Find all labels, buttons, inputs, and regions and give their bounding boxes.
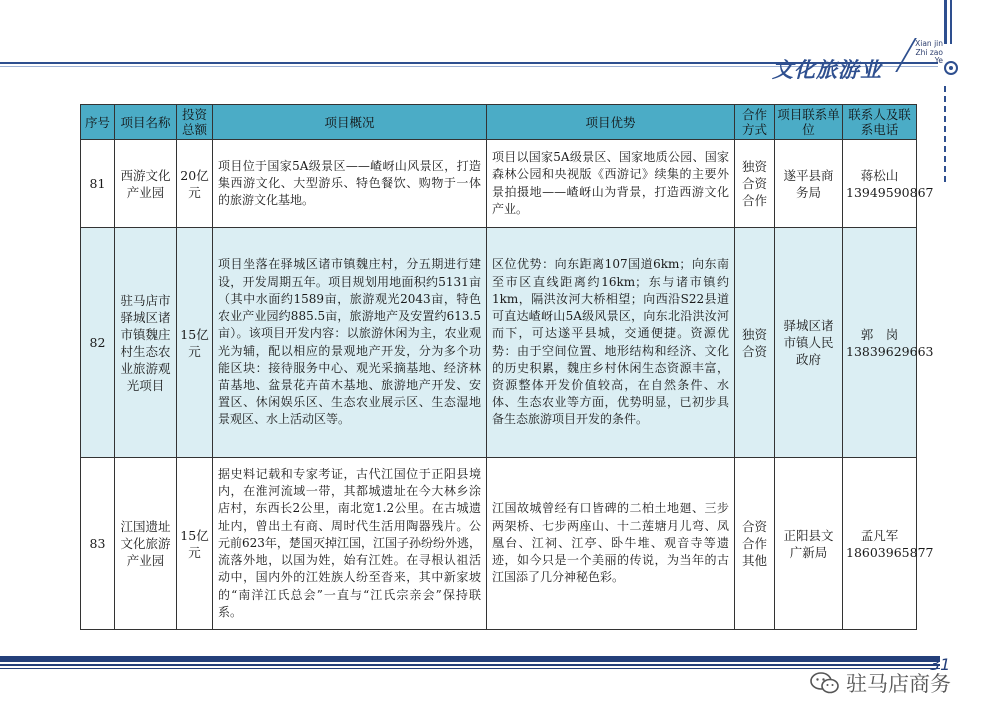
cell-name: 西游文化产业园 <box>115 140 177 228</box>
footer-rule-thick <box>0 656 940 662</box>
contact-name: 郭 岗 <box>860 326 899 342</box>
header-advantage: 项目优势 <box>487 105 735 140</box>
contact-name: 孟凡军 <box>860 527 899 543</box>
header-contact: 联系人及联系电话 <box>843 105 917 140</box>
target-icon <box>944 61 958 75</box>
pinyin-line: Xian jin <box>915 39 943 48</box>
table-header-row <box>81 105 917 140</box>
pinyin-line: Zhi zao <box>915 47 943 57</box>
cell-advantage: 项目以国家5A级景区、国家地质公园、国家森林公园和央视版《西游记》续集的主要外景拍摄地——嵖岈山为背景，打造西游文化产业。 <box>487 140 735 228</box>
page-number: 31 <box>930 655 951 674</box>
cell-no: 83 <box>81 458 115 630</box>
cell-no: 82 <box>81 228 115 458</box>
cell-investment: 15亿元 <box>177 228 213 458</box>
contact-phone: 13839629663 <box>846 343 934 359</box>
cell-advantage: 区位优势：向东距离107国道6km；向东南至市区直线距离约16km；东与诸市镇约1km，隔洪汝河大桥相望；向西沿S22县道可直达嵖岈山5A级风景区，向东北沿洪汝河而下，可达遂平县城，交通便捷。资源优势：由于空间位置、地形结构和经济、文化的历史积累，魏庄乡村休闲生态资源丰富，资源整体开发价值较高，在自然条件、水体、生态农业等方面，优势明显，已初步具备生态旅游项目开发的条件。 <box>487 228 735 458</box>
cell-investment: 20亿元 <box>177 140 213 228</box>
header-investment: 投资总额 <box>177 105 213 140</box>
cell-unit: 遂平县商务局 <box>775 140 843 228</box>
header-no: 序号 <box>81 105 115 140</box>
header-cooperation: 合作方式 <box>735 105 775 140</box>
contact-name: 蒋松山 <box>860 167 899 183</box>
cell-overview: 项目坐落在驿城区诸市镇魏庄村，分五期进行建设，开发周期五年。项目规划用地面积约5131亩（其中水面约1589亩，旅游观光2043亩，特色农业产业园约885.5亩，旅游地产及安置约613.5亩）。该项目开发内容：以旅游休闲为主，农业观光为辅，配以相应的景观地产开发，分为多个功能区块：接待服务中心、观光采摘基地、经济林苗基地、盆景花卉苗木基地、旅游地产开发、安置区、休闲娱乐区、生态农业展示区、生态湿地景观区、水上活动区等。 <box>213 228 487 458</box>
side-dotted-bar <box>944 86 946 186</box>
header-name: 项目名称 <box>115 105 177 140</box>
cell-cooperation: 合资合作其他 <box>735 458 775 630</box>
cell-no: 81 <box>81 140 115 228</box>
footer-rule <box>0 664 940 666</box>
cell-overview: 据史料记载和专家考证，古代江国位于正阳县境内，在淮河流域一带，其都城遗址在今大林乡涂店村，东西长2公里，南北宽1.2公里。在古城遗址内，曾出土有商、周时代生活用陶器残片。公元前623年，楚国灭掉江国，江国子孙纷纷外逃，流落外地，以国为姓，始有江姓。在寻根认祖活动中，国内外的江姓族人纷至沓来，其中新家坡的“南洋江氏总会”一直与“江氏宗亲会”保持联系。 <box>213 458 487 630</box>
cell-advantage: 江国故城曾经有口皆碑的二柏土地廻、三步两架桥、七步两座山、十二莲塘月儿弯、凤凰台、江祠、江亭、卧牛堆、观音寺等遗迹，如今只是一个美丽的传说，为当年的古江国添了几分神秘色彩。 <box>487 458 735 630</box>
wechat-icon <box>810 671 840 695</box>
table-row <box>81 228 917 458</box>
cell-cooperation: 独资合资 <box>735 228 775 458</box>
side-bar <box>944 0 947 44</box>
table-row <box>81 140 917 228</box>
side-bar-thin <box>950 0 952 44</box>
header-overview: 项目概况 <box>213 105 487 140</box>
cell-name: 江国遗址文化旅游产业园 <box>115 458 177 630</box>
footer-rule-thin <box>0 668 940 669</box>
cell-investment: 15亿元 <box>177 458 213 630</box>
watermark-text: 驻马店商务 <box>846 672 951 696</box>
header-unit: 项目联系单位 <box>775 105 843 140</box>
cell-unit: 驿城区诸市镇人民政府 <box>775 228 843 458</box>
cell-contact <box>843 458 934 630</box>
cell-cooperation: 独资合资合作 <box>735 140 775 228</box>
pinyin-line: Ye <box>934 56 943 65</box>
contact-phone: 13949590867 <box>846 184 934 200</box>
watermark <box>810 668 951 698</box>
project-table <box>80 104 934 630</box>
contact-phone: 18603965877 <box>846 544 934 560</box>
cell-contact <box>843 228 934 458</box>
cell-name: 驻马店市驿城区诸市镇魏庄村生态农业旅游观光项目 <box>115 228 177 458</box>
header-pinyin <box>903 40 943 66</box>
cell-contact <box>843 140 934 228</box>
section-title: 文化旅游业 <box>772 58 882 82</box>
cell-unit: 正阳县文广新局 <box>775 458 843 630</box>
table-row <box>81 458 917 630</box>
cell-overview: 项目位于国家5A级景区——嵖岈山风景区，打造集西游文化、大型游乐、特色餐饮、购物于一体的旅游文化基地。 <box>213 140 487 228</box>
